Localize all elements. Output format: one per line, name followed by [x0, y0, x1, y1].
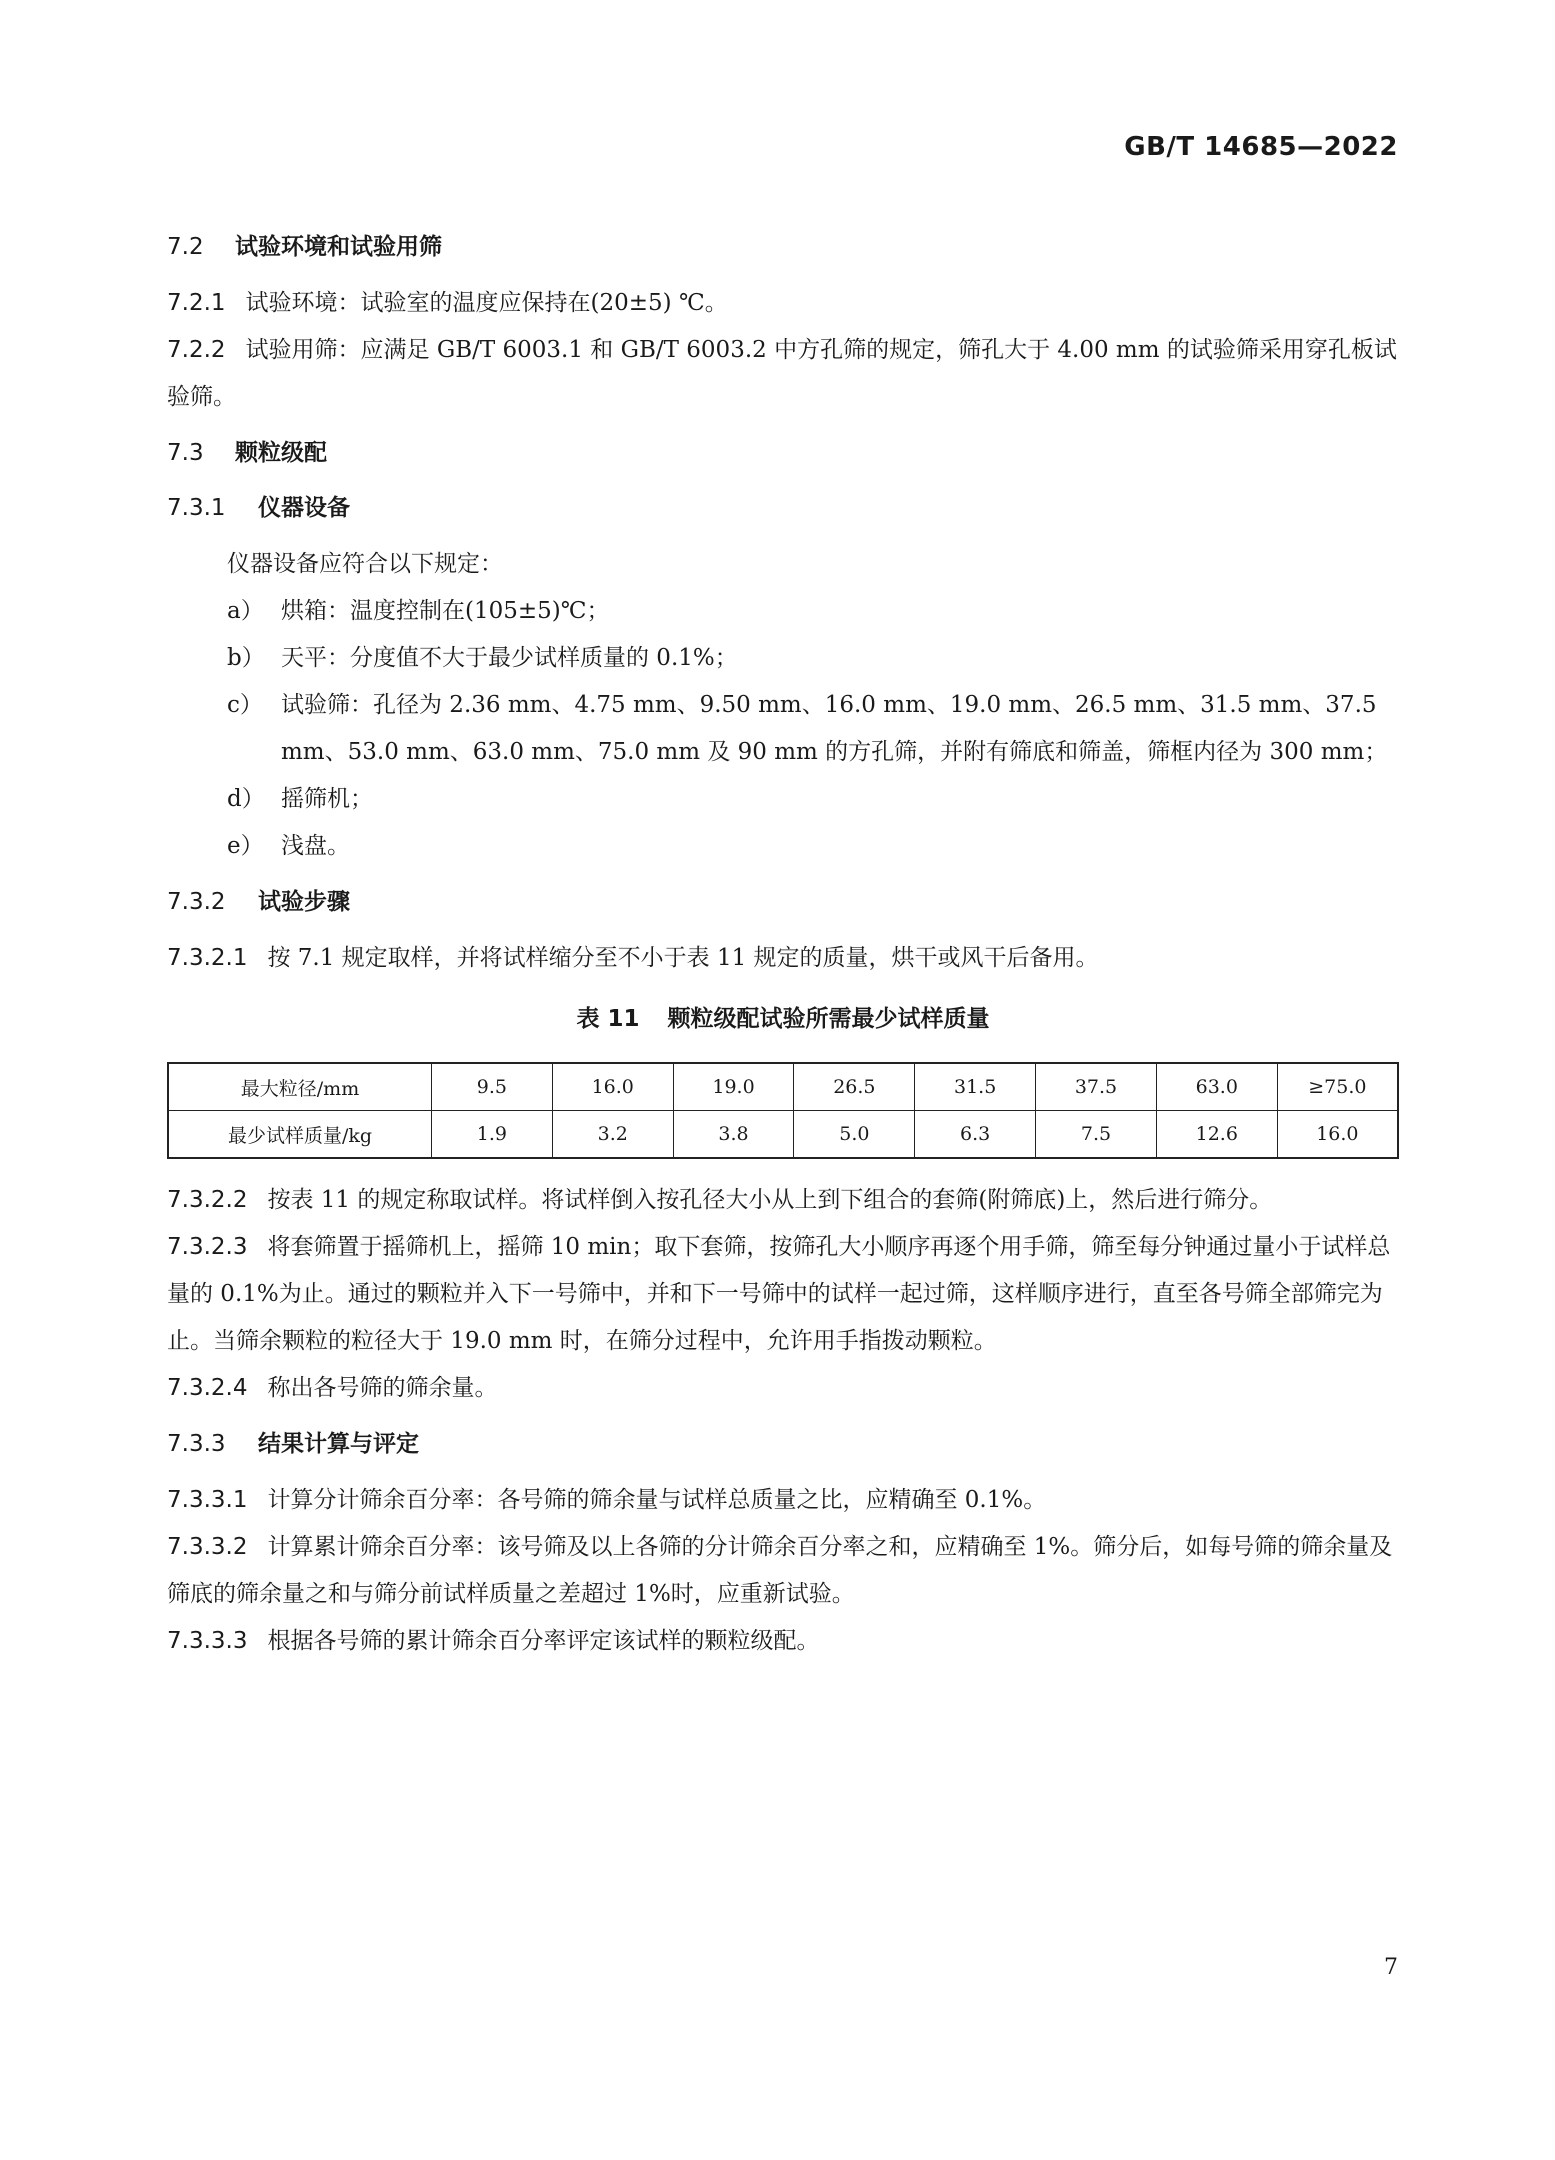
section-heading-7-3-2	[167, 880, 1399, 925]
list-text: 浅盘。	[281, 833, 350, 859]
clause-number: 7.3.2.4	[167, 1375, 248, 1401]
clause-number: 7.3.3.2	[167, 1534, 248, 1560]
section-title: 试验环境和试验用筛	[235, 234, 442, 260]
row-header: 最少试样质量/kg	[168, 1111, 432, 1159]
standard-code: GB/T 14685—2022	[1124, 132, 1398, 162]
table-cell: 3.8	[673, 1111, 794, 1159]
list-marker: e）	[227, 833, 264, 859]
table-cell: 7.5	[1036, 1111, 1157, 1159]
table-cell: ≥75.0	[1277, 1063, 1398, 1111]
clause-number: 7.2.2	[167, 337, 226, 363]
clause-text: 试验用筛：应满足 GB/T 6003.1 和 GB/T 6003.2 中方孔筛的规定，筛孔大于 4.00 mm 的试验筛采用穿孔板试验筛。	[167, 337, 1397, 410]
clause-7-2-2	[167, 327, 1399, 421]
clause-text: 称出各号筛的筛余量。	[267, 1375, 498, 1401]
table-cell: 31.5	[915, 1063, 1036, 1111]
table-11	[167, 1062, 1399, 1159]
clause-number: 7.3.2.2	[167, 1187, 248, 1213]
list-item-c	[167, 682, 1399, 776]
clause-number: 7.3.3.1	[167, 1487, 248, 1513]
table-title: 颗粒级配试验所需最少试样质量	[667, 1006, 990, 1032]
clause-7-2-1	[167, 280, 1399, 327]
page-number: 7	[1384, 1955, 1398, 1980]
table-cell: 16.0	[552, 1063, 673, 1111]
section-title: 仪器设备	[258, 495, 350, 521]
clause-text: 根据各号筛的累计筛余百分率评定该试样的颗粒级配。	[267, 1628, 820, 1654]
row-header: 最大粒径/mm	[168, 1063, 432, 1111]
section-heading-7-3-3	[167, 1422, 1399, 1467]
list-item-a	[167, 588, 1399, 635]
clause-text: 按 7.1 规定取样，并将试样缩分至不小于表 11 规定的质量，烘干或风干后备用。	[267, 945, 1099, 971]
section-number: 7.3.1	[167, 495, 226, 521]
equipment-intro: 仪器设备应符合以下规定：	[227, 551, 503, 577]
section-number: 7.2	[167, 234, 204, 260]
section-number: 7.3.3	[167, 1431, 226, 1457]
clause-7-3-3-3	[167, 1618, 1399, 1665]
table-cell: 1.9	[432, 1111, 553, 1159]
clause-number: 7.3.3.3	[167, 1628, 248, 1654]
list-text: 试验筛：孔径为 2.36 mm、4.75 mm、9.50 mm、16.0 mm、19.0 mm、26.5 mm、31.5 mm、37.5 mm、53.0 mm、63.0 mm、75.0 mm 及 90 mm 的方孔筛，并附有筛底和筛盖，筛框内径为 300 mm；	[281, 692, 1388, 765]
section-title: 试验步骤	[258, 889, 350, 915]
section-number: 7.3	[167, 440, 204, 466]
clause-7-3-2-4	[167, 1365, 1399, 1412]
clause-number: 7.3.2.1	[167, 945, 248, 971]
list-marker: d）	[227, 786, 265, 812]
table-caption	[167, 996, 1399, 1042]
table-cell: 5.0	[794, 1111, 915, 1159]
section-heading-7-2	[167, 225, 1399, 270]
table-cell: 12.6	[1156, 1111, 1277, 1159]
section-title: 颗粒级配	[235, 440, 327, 466]
clause-text: 计算分计筛余百分率：各号筛的筛余量与试样总质量之比，应精确至 0.1%。	[267, 1487, 1047, 1513]
table-cell: 63.0	[1156, 1063, 1277, 1111]
table-label: 表 11	[576, 1006, 640, 1032]
page-content	[167, 225, 1399, 1665]
clause-text: 计算累计筛余百分率：该号筛及以上各筛的分计筛余百分率之和，应精确至 1%。筛分后，如每号筛的筛余量及筛底的筛余量之和与筛分前试样质量之差超过 1%时，应重新试验。	[167, 1534, 1393, 1607]
list-text: 天平：分度值不大于最少试样质量的 0.1%；	[281, 645, 738, 671]
clause-number: 7.3.2.3	[167, 1234, 248, 1260]
clause-number: 7.2.1	[167, 290, 226, 316]
list-marker: c）	[227, 692, 263, 718]
table-cell: 3.2	[552, 1111, 673, 1159]
list-marker: a）	[227, 598, 264, 624]
list-text: 摇筛机；	[281, 786, 373, 812]
table-cell: 19.0	[673, 1063, 794, 1111]
table-cell: 37.5	[1036, 1063, 1157, 1111]
table-cell: 9.5	[432, 1063, 553, 1111]
list-item-e	[167, 823, 1399, 870]
list-text: 烘箱：温度控制在(105±5)℃；	[281, 598, 610, 624]
table-cell: 6.3	[915, 1111, 1036, 1159]
clause-7-3-2-1	[167, 935, 1399, 982]
section-heading-7-3-1	[167, 486, 1399, 531]
table-row	[168, 1063, 1398, 1111]
clause-7-3-3-1	[167, 1477, 1399, 1524]
table-row	[168, 1111, 1398, 1159]
table-cell: 16.0	[1277, 1111, 1398, 1159]
clause-7-3-2-3	[167, 1224, 1399, 1365]
list-item-d	[167, 776, 1399, 823]
section-heading-7-3	[167, 431, 1399, 476]
section-number: 7.3.2	[167, 889, 226, 915]
clause-7-3-3-2	[167, 1524, 1399, 1618]
section-title: 结果计算与评定	[258, 1431, 419, 1457]
clause-text: 将套筛置于摇筛机上，摇筛 10 min；取下套筛，按筛孔大小顺序再逐个用手筛，筛至每分钟通过量小于试样总量的 0.1%为止。通过的颗粒并入下一号筛中，并和下一号筛中的试样一起过筛，这样顺序进行，直至各号筛全部筛完为止。当筛余颗粒的粒径大于 19.0 mm 时，在筛分过程中，允许用手指拨动颗粒。	[167, 1234, 1391, 1354]
clause-7-3-2-2	[167, 1177, 1399, 1224]
clause-text: 按表 11 的规定称取试样。将试样倒入按孔径大小从上到下组合的套筛(附筛底)上，然后进行筛分。	[267, 1187, 1273, 1213]
list-item-b	[167, 635, 1399, 682]
list-marker: b）	[227, 645, 265, 671]
table-cell: 26.5	[794, 1063, 915, 1111]
clause-text: 试验环境：试验室的温度应保持在(20±5) ℃。	[245, 290, 728, 316]
